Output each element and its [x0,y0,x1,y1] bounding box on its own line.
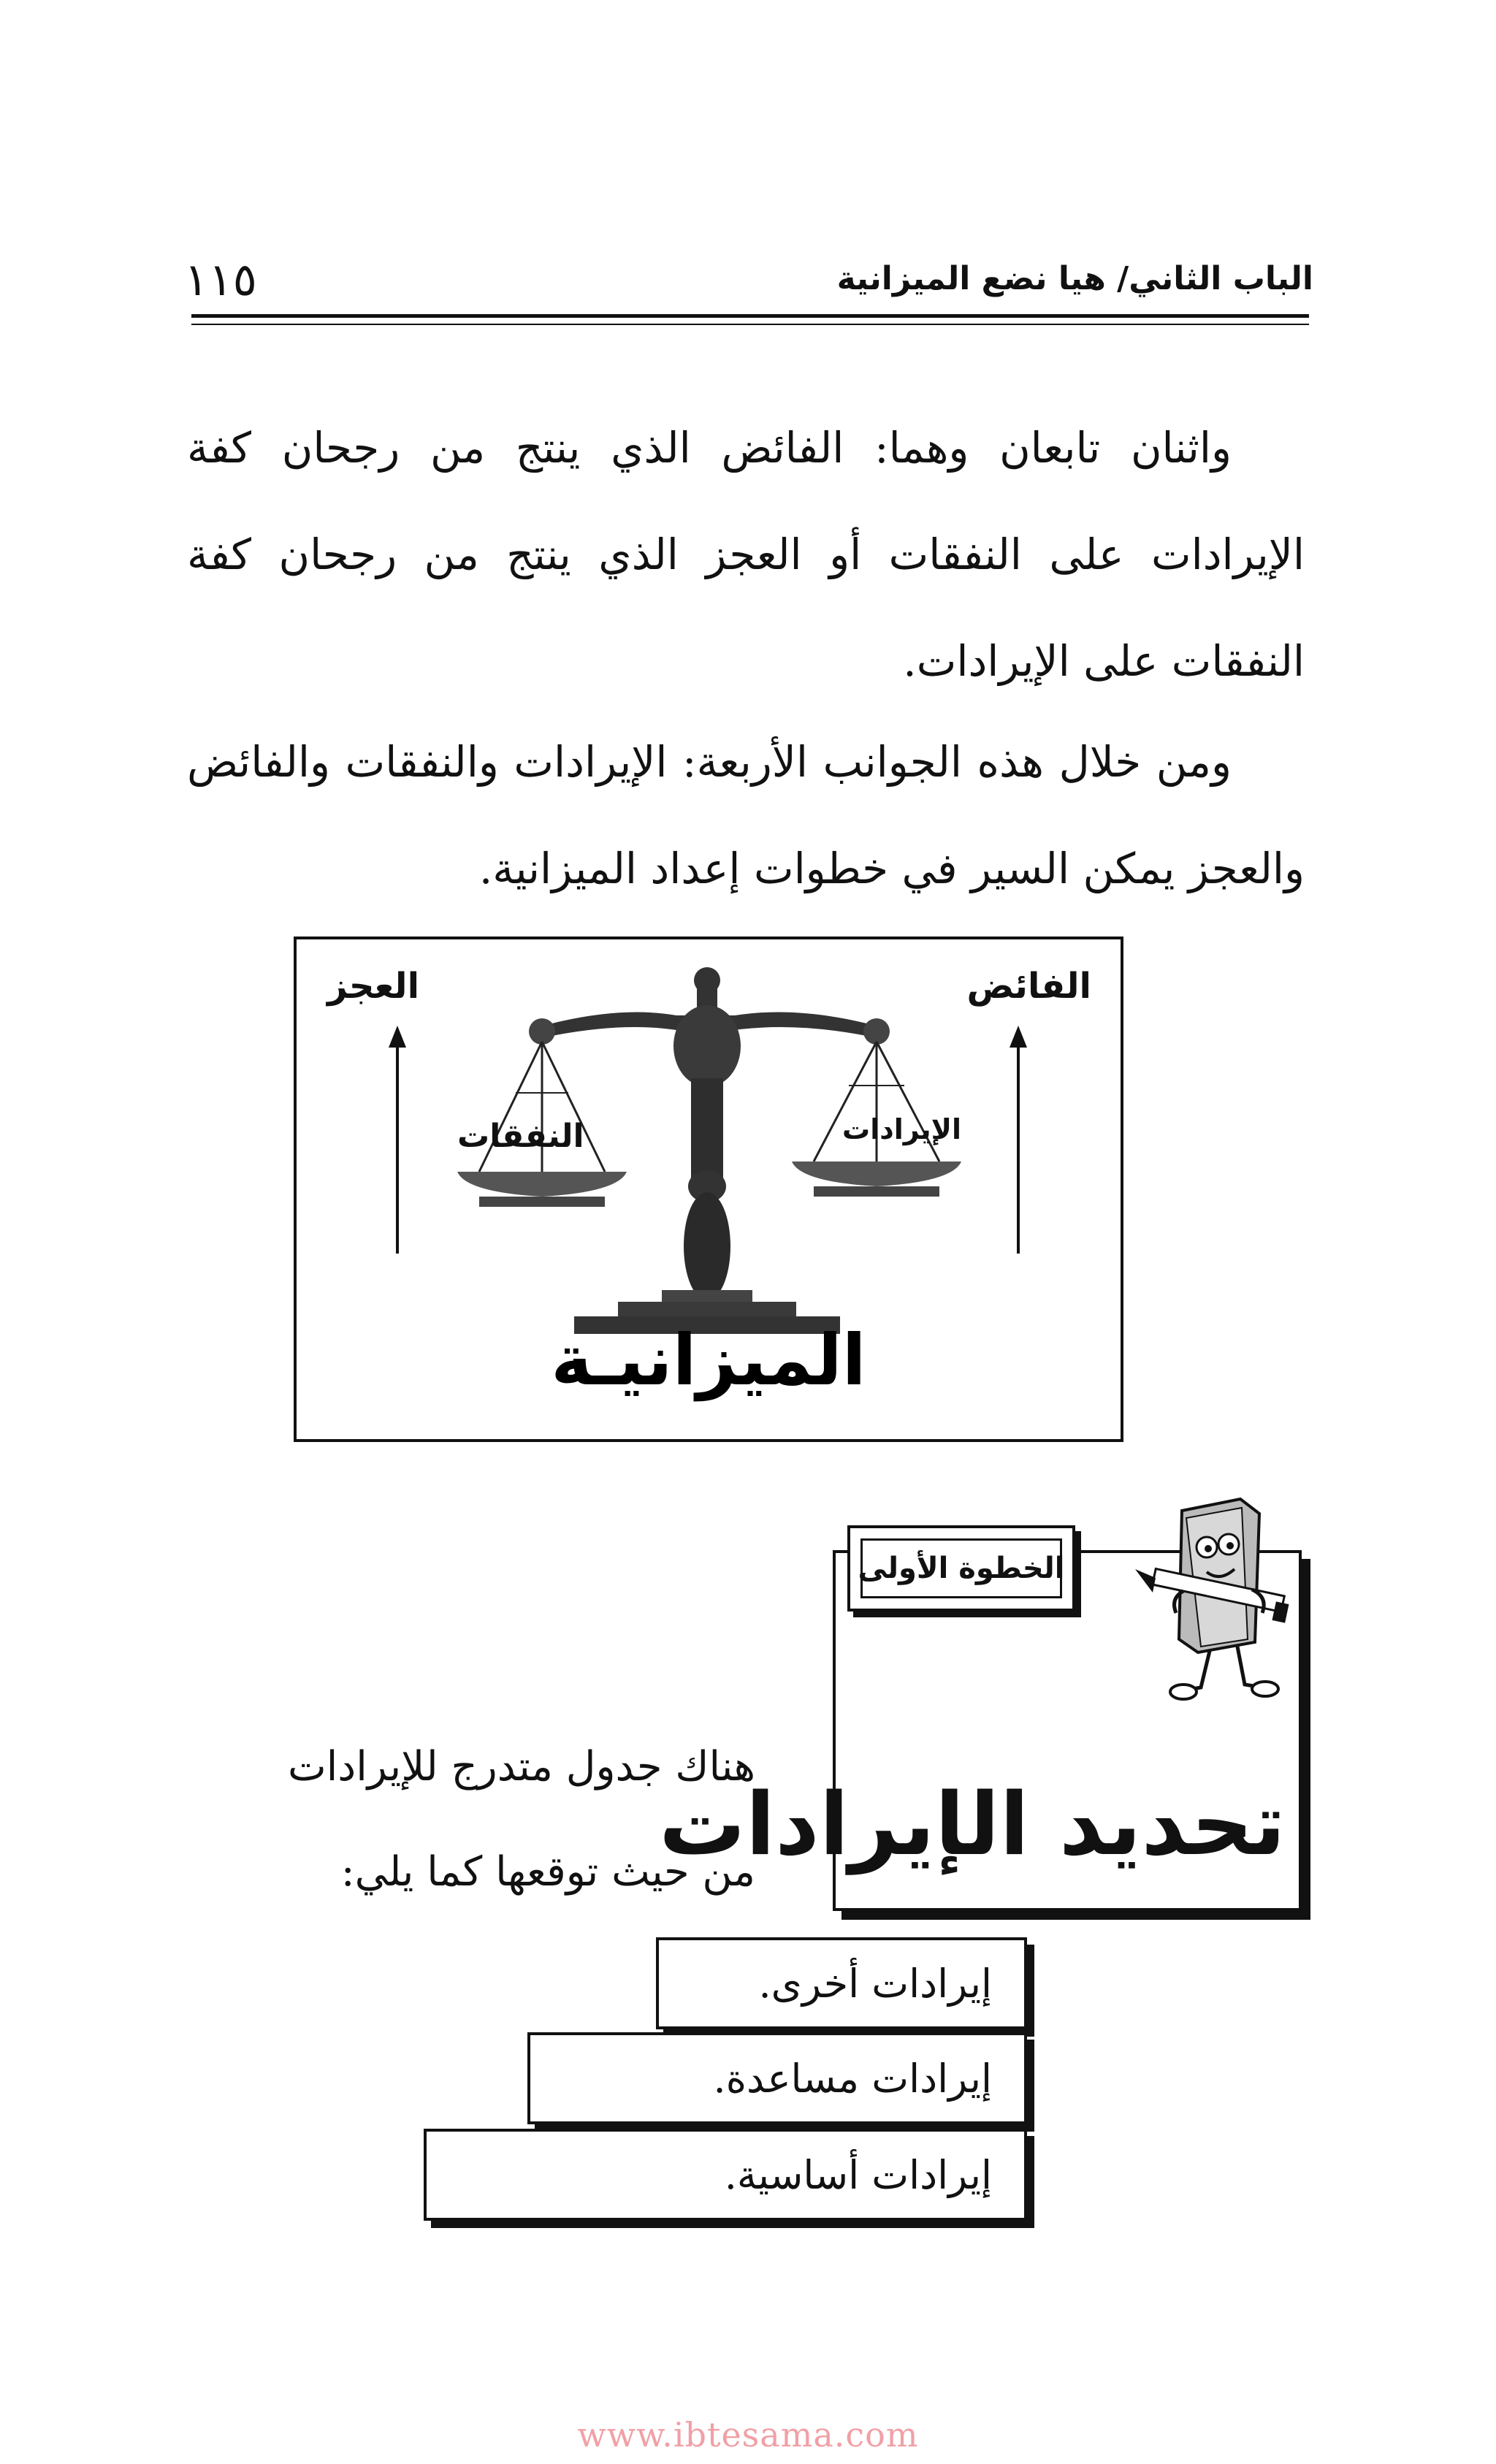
step-one-tab-label: الخطوة الأولى [860,1538,1062,1598]
surplus-label: الفائض [966,966,1091,1007]
step-intro-line1: هناك جدول متدرج للإيرادات [287,1743,755,1790]
budget-scale-figure [294,937,1123,1442]
paragraph-four-aspects: ومن خلال هذه الجوانب الأربعة: الإيرادات والنفقات والفائض والعجز يمكن السير في خطوات إعداد الميزانية. [187,737,1305,893]
header-rule-thin [191,324,1309,325]
chapter-title: الباب الثاني/ هيا نضع الميزانية [836,260,1313,297]
step-one-tab [847,1525,1075,1611]
watermark-url: www.ibtesama.com [577,2415,919,2455]
step-intro-line2: من حيث توقعها كما يلي: [340,1848,755,1896]
stair-auxiliary-revenues: إيرادات مساعدة. [527,2032,1027,2124]
header-rule [191,314,1309,318]
deficit-label: العجز [327,966,420,1007]
stair-basic-revenues: إيرادات أساسية. [424,2129,1027,2221]
step-one-title: تحديد الإيرادات [659,1774,1286,1874]
budget-label: الميزانيـة [551,1319,866,1401]
pencil-mascot-icon [1131,1496,1299,1715]
revenues-pan-label: الإيرادات [842,1113,961,1145]
stair-other-revenues: إيرادات أخرى. [656,1937,1027,2029]
page-number: ١١٥ [184,253,257,306]
expenses-pan-label: النفقات [457,1118,584,1155]
paragraph-surplus-deficit: واثنان تابعان وهما: الفائض الذي ينتج من رجحان كفة الإيرادات على النفقات أو العجز الذي ينتج من رجحان كفة النفقات على الإيرادات. [187,423,1305,686]
